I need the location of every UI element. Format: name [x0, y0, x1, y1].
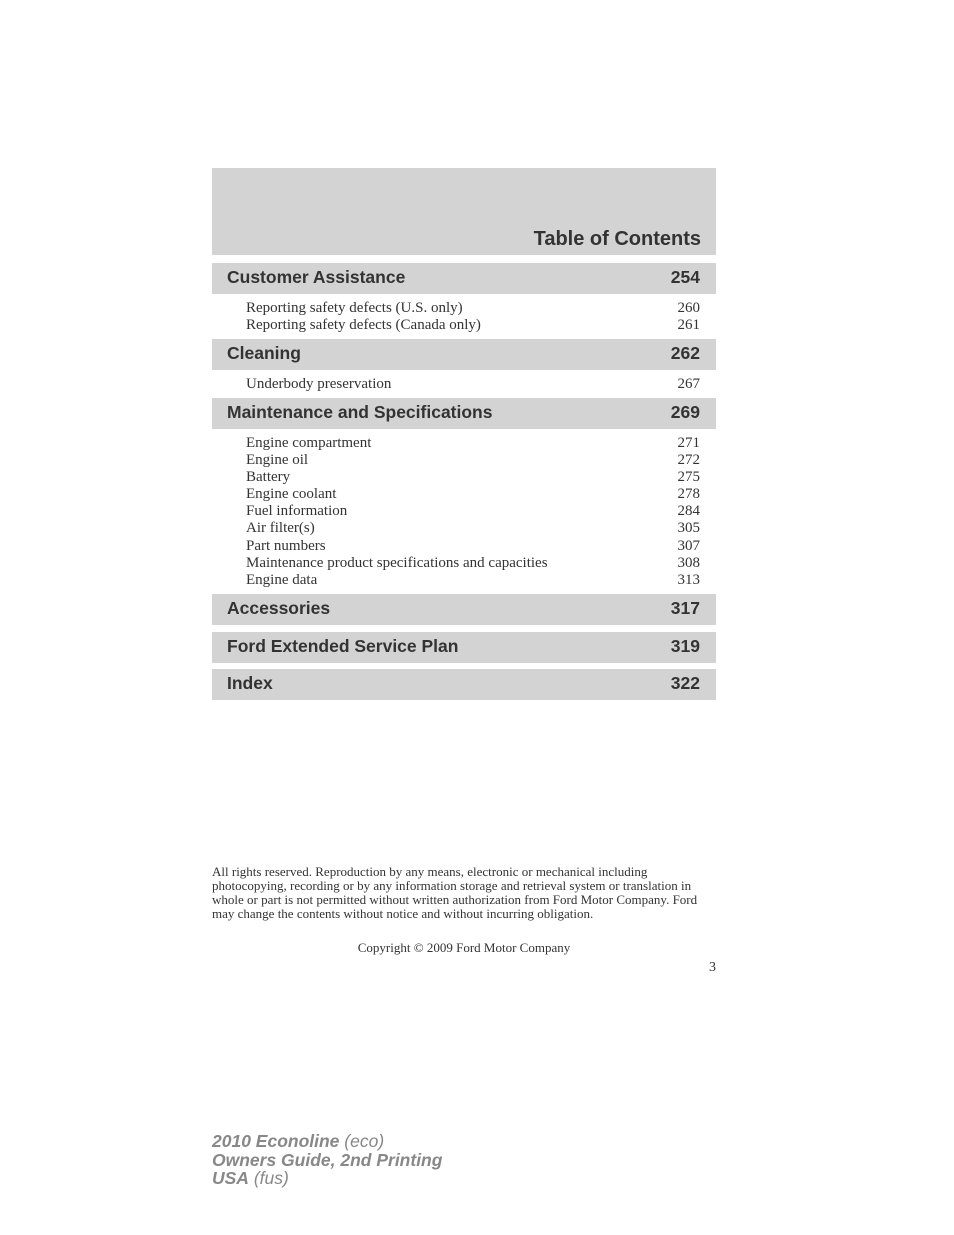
entry-label: Air filter(s)	[246, 520, 315, 537]
entry-page-number: 308	[677, 554, 700, 571]
entry-page-number: 271	[677, 435, 700, 451]
footer-model-code: (eco)	[344, 1131, 385, 1151]
section-title: Maintenance and Specifications	[227, 402, 493, 422]
section-title: Index	[227, 673, 273, 693]
rights-notice: All rights reserved. Reproduction by any means, electronic or mechanical including photocopying, recording or by any information storage and retrieval system or translation in whole or part is not permitted without written authorization from Ford Motor Company. Ford may change the contents without notice and without incurring obligation.	[212, 864, 698, 921]
section-title: Cleaning	[227, 343, 301, 363]
entry-page-number: 284	[677, 503, 700, 520]
toc-section-index[interactable]	[212, 669, 716, 700]
footer-line-model	[212, 1132, 442, 1151]
toc-entries-customer-assistance	[246, 300, 700, 334]
toc-entry[interactable]	[246, 300, 700, 317]
toc-entry[interactable]	[246, 435, 700, 452]
section-page-number: 319	[670, 636, 700, 656]
entry-page-number: 305	[677, 520, 700, 537]
entry-label: Underbody preservation	[246, 376, 392, 392]
section-page-number: 322	[670, 673, 700, 693]
entry-label: Battery	[246, 469, 291, 486]
toc-entry[interactable]	[246, 452, 700, 469]
entry-page-number: 313	[677, 571, 700, 588]
page-number: 3	[709, 960, 716, 975]
toc-entry[interactable]	[246, 469, 700, 486]
section-page-number: 262	[670, 343, 700, 363]
toc-entry[interactable]	[246, 572, 700, 589]
entry-label: Fuel information	[246, 503, 348, 520]
copyright-line: Copyright © 2009 Ford Motor Company	[357, 940, 571, 955]
section-title: Customer Assistance	[227, 267, 406, 287]
toc-entry[interactable]	[246, 503, 700, 520]
toc-entry[interactable]	[246, 317, 700, 334]
entry-label: Maintenance product specifications and capacities	[246, 554, 548, 571]
page-header	[212, 168, 716, 255]
section-title: Ford Extended Service Plan	[227, 636, 459, 656]
entry-label: Engine compartment	[246, 435, 372, 451]
toc-section-maintenance-and-specifications[interactable]	[212, 398, 716, 429]
publication-footer	[212, 1132, 442, 1188]
footer-line-market	[212, 1169, 442, 1188]
footer-market: USA	[212, 1168, 249, 1188]
toc-entry[interactable]	[246, 555, 700, 572]
entry-page-number: 261	[677, 317, 700, 334]
section-title: Accessories	[227, 598, 331, 618]
entry-label: Engine oil	[246, 452, 309, 469]
footer-guide-title: Owners Guide, 2nd Printing	[212, 1149, 443, 1170]
toc-entries-maintenance-and-specifications	[246, 435, 700, 589]
toc-section-accessories[interactable]	[212, 594, 716, 625]
entry-page-number: 260	[677, 300, 700, 316]
entry-label: Reporting safety defects (U.S. only)	[246, 300, 463, 316]
footer-line-guide	[212, 1151, 442, 1170]
entry-page-number: 267	[677, 376, 700, 392]
entry-label: Reporting safety defects (Canada only)	[246, 317, 481, 334]
entry-label: Part numbers	[246, 537, 326, 554]
toc-section-cleaning[interactable]	[212, 339, 716, 370]
toc-entry[interactable]	[246, 376, 700, 393]
entry-label: Engine coolant	[246, 486, 337, 503]
section-page-number: 317	[670, 598, 700, 618]
section-page-number: 254	[670, 267, 700, 287]
page-title: Table of Contents	[533, 228, 701, 250]
toc-section-customer-assistance[interactable]	[212, 263, 716, 294]
footer-market-code: (fus)	[253, 1168, 289, 1188]
entry-page-number: 272	[677, 452, 700, 469]
entry-page-number: 278	[677, 486, 700, 503]
toc-section-ford-extended-service-plan[interactable]	[212, 632, 716, 663]
toc-entry[interactable]	[246, 520, 700, 537]
toc-entries-cleaning	[246, 376, 700, 393]
toc-entry[interactable]	[246, 486, 700, 503]
entry-label: Engine data	[246, 571, 318, 588]
footer-model-name: 2010 Econoline	[212, 1131, 340, 1151]
toc-entry[interactable]	[246, 538, 700, 555]
entry-page-number: 275	[677, 469, 700, 486]
section-page-number: 269	[670, 402, 700, 422]
entry-page-number: 307	[677, 537, 700, 554]
